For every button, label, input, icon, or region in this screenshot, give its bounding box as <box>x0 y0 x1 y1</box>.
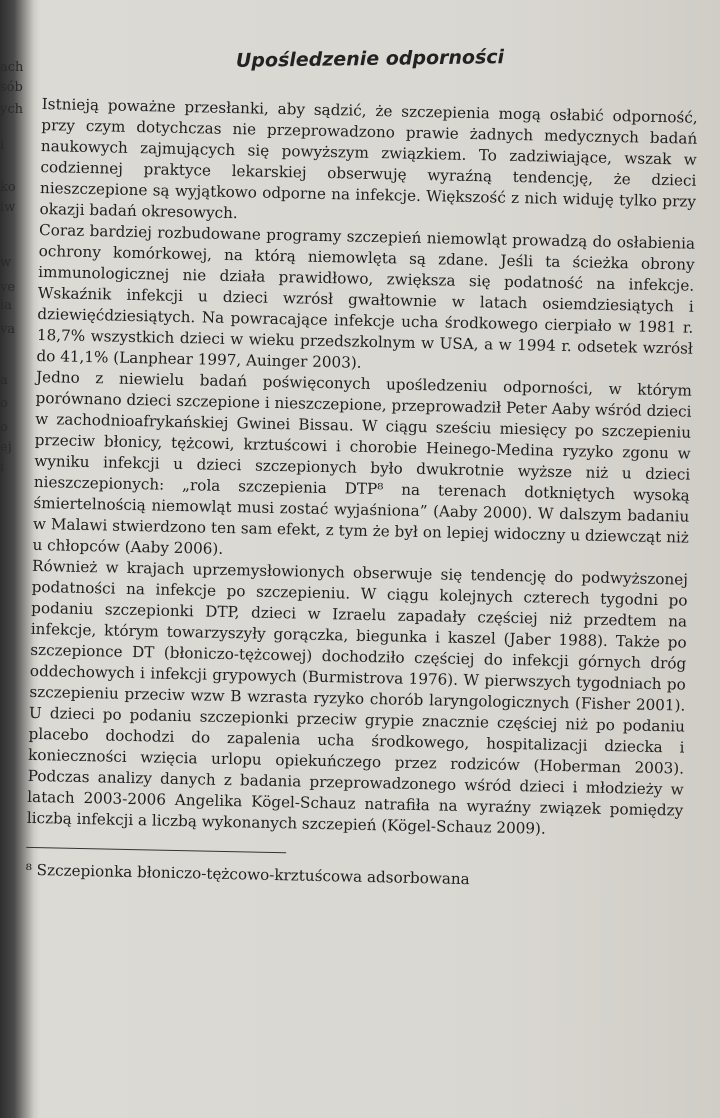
paragraph: Istnieją poważne przesłanki, aby sądzić, że szczepienia mogą osłabić odporność, przy czym dotychczas nie przeprowadzono prawie żadnych medycznych badań naukowych zajmujących się powyższym związkiem. To zadziwiające, wszak w codziennej praktyce lekarskiej obserwuję wyraźną tendencję, że dzieci nieszczepione są wyjątkowo odporne na infekcje. Większość z nich widuję tylko przy okazji badań okresowych. <box>39 94 698 223</box>
paragraph: Również w krajach uprzemysłowionych obserwuje się tendencję do podwyższonej podatności na infekcje po szczepieniu. W ciągu kolejnych czterech tygodni po podaniu szczepionki DTP, dzieci w Izraelu zapadały częściej niż przedtem na infekcje, którym towarzyszyły gorączka, biegunka i kaszel (Jaber 1988). Także po szczepionce DT (błoniczo-tężcowej) dochodziło częściej do infekcji górnych dróg oddechowych i infekcji grypowych (Burmistrova 1976). W pierwszych tygodniach po szczepieniu przeciw wzw B wzrasta ryzyko chorób laryngologicznych (Fisher 2001). U dzieci po podaniu szczepionki przeciw grypie znacznie częściej niż po podaniu placebo dochodzi do zapalenia ucha środkowego, hospitalizacji dziecka i konieczności wzięcia urlopu opiekuńczego przez rodziców (Hoberman 2003). Podczas analizy danych z badania przeprowadzonego wśród dzieci i młodzieży w latach 2003-2006 Angelika Kögel-Schauz natrafiła na wyraźny związek pomiędzy liczbą infekcji a liczbą wykonanych szczepień (Kögel-Schauz 2009). <box>26 556 689 838</box>
prev-page-fragment: ych <box>0 102 23 117</box>
prev-page-fragment: o <box>0 420 8 435</box>
paragraph: Coraz bardziej rozbudowane programy szczepień niemowląt prowadzą do osłabienia ochrony komórkowej, na którą niemowlęta są zdane. Jeśli ta ścieżka obrony immunologicznej nie działa prawidłowo, zwiększa się podatność na infekcje. Wskaźnik infekcji u dzieci wzrósł gwałtownie w latach osiemdziesiątych i dziewięćdziesiątych. Na powracające infekcje ucha środkowego cierpiało w 1981 r. 18,7% wszystkich dzieci w wieku przedszkolnym w USA, a w 1994 r. odsetek wzrósł do 41,1% (Lanphear 1997, Auinger 2003). <box>36 220 696 372</box>
prev-page-fragment: i <box>0 138 5 153</box>
footnote: ⁸ Szczepionka błoniczo-tężcowo-krztuścowa adsorbowana <box>25 860 470 889</box>
prev-page-fragment: w <box>0 255 12 270</box>
prev-page-fragment: ej <box>0 440 12 455</box>
prev-page-fragment: ia <box>0 298 12 313</box>
prev-page-fragment: sób <box>0 80 23 95</box>
paragraph: Jedno z niewielu badań poświęconych upośledzeniu odporności, w którym porównano dzieci szczepione i nieszczepione, przeprowadził Peter Aaby wśród dzieci w zachodnioafrykańskiej Gwinei Bissau. W ciągu sześciu miesięcy po szczepieniu przeciw błonicy, tężcowi, krztuścowi i chorobie Heinego-Medina ryzyko zgonu w wyniku infekcji u dzieci szczepionych było dwukrotnie wyższe niż u dzieci nieszczepionych: „rola szczepienia DTP⁸ na terenach dotkniętych wysoką śmiertelnością niemowląt musi zostać wyjaśniona” (Aaby 2000). W dalszym badaniu w Malawi stwierdzono ten sam efekt, z tym że był on lepiej widoczny u dziewcząt niż u chłopców (Aaby 2006). <box>32 367 693 558</box>
prev-page-fragment: ko <box>0 180 16 195</box>
prev-page-fragment: ach <box>0 60 24 75</box>
prev-page-fragment: i <box>0 460 5 475</box>
previous-page-edge <box>0 40 24 740</box>
prev-page-fragment: a <box>0 373 8 388</box>
prev-page-fragment: va <box>0 322 16 337</box>
footnote-divider <box>26 847 286 853</box>
book-page <box>24 0 720 1118</box>
page-title: Upośledzenie odporności <box>235 46 505 72</box>
prev-page-fragment: iw <box>0 200 16 215</box>
body-text <box>26 94 698 895</box>
prev-page-fragment: ve <box>0 280 16 295</box>
prev-page-fragment: o <box>0 396 8 411</box>
